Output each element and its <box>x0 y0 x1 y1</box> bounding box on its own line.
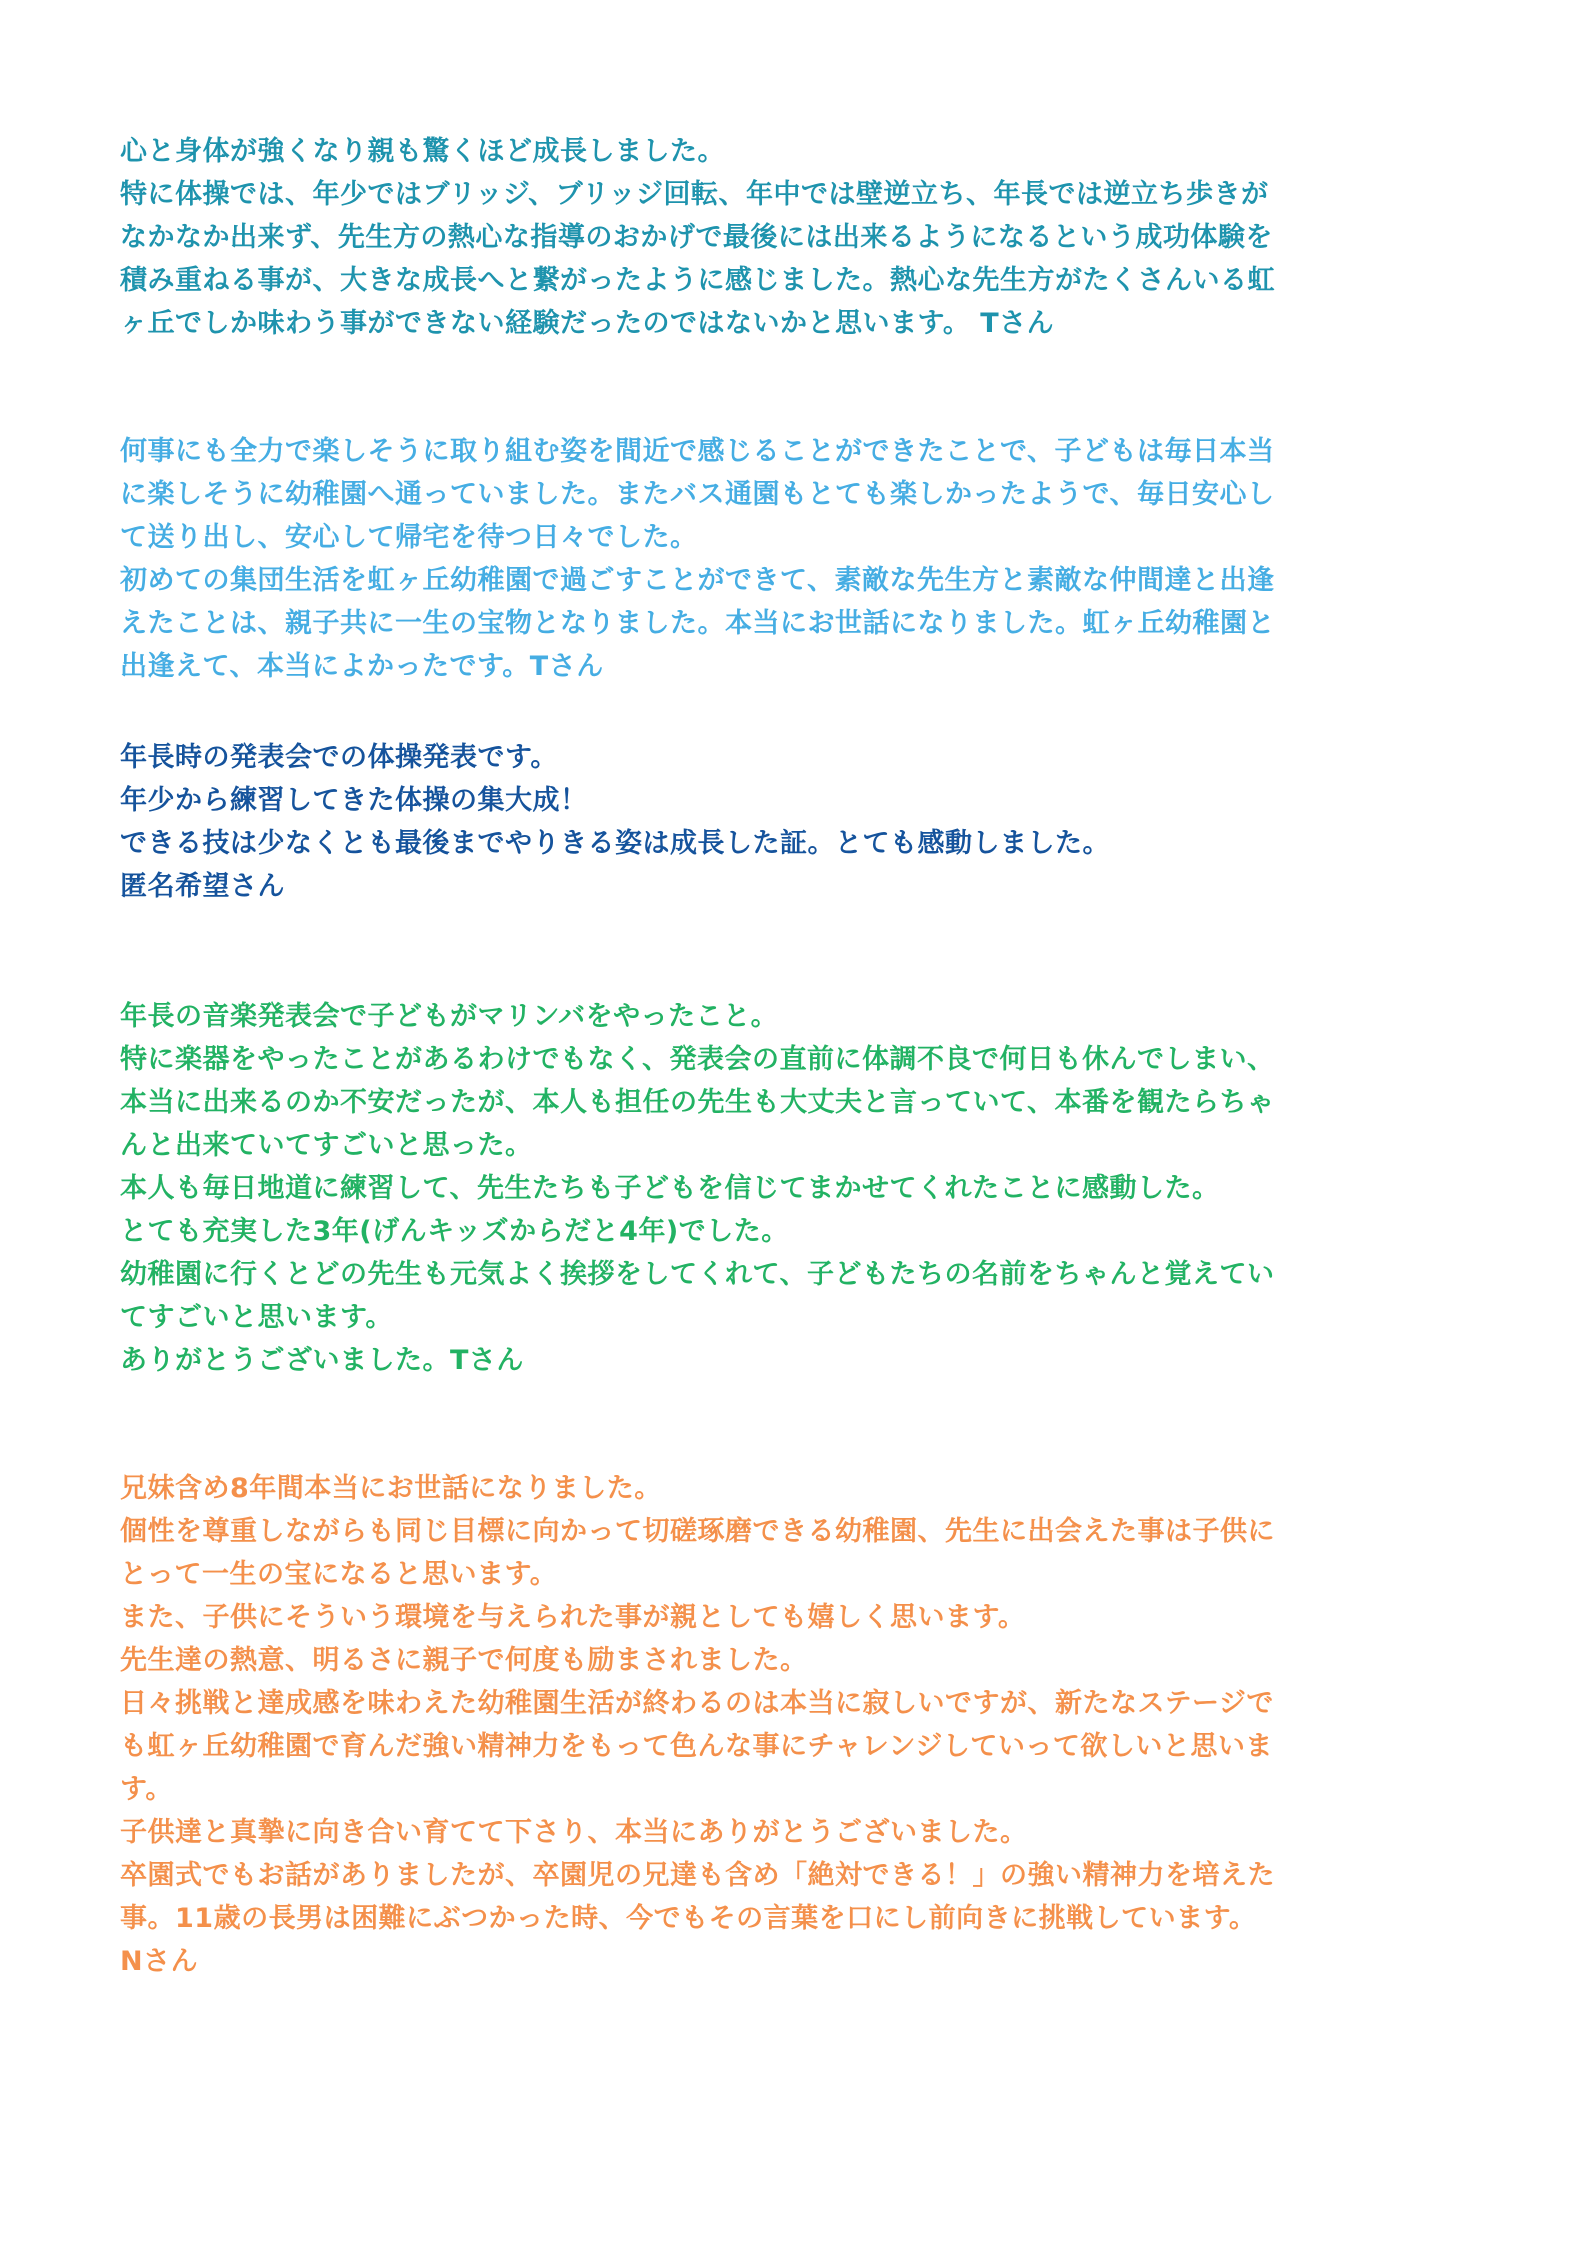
comment-line: 子供達と真摯に向き合い育てて下さり、本当にありがとうございました。 <box>120 1817 1028 1848</box>
comment-line: とって一生の宝になると思います。 <box>120 1559 558 1590</box>
comment-block-1 <box>120 130 1430 345</box>
comment-line: 年長の音楽発表会で子どもがマリンバをやったこと。 <box>120 1001 779 1032</box>
comment-line: なかなか出来ず、先生方の熱心な指導のおかげで最後には出来るようになるという成功体験を <box>120 222 1273 253</box>
comment-line: 匿名希望さん <box>120 871 285 902</box>
comment-line: す。 <box>120 1774 173 1805</box>
comment-line: 年少から練習してきた体操の集大成！ <box>120 785 588 816</box>
comment-block-2 <box>120 430 1430 688</box>
comment-line: ヶ丘でしか味わう事ができない経験だったのではないかと思います。 Tさん <box>120 308 1055 339</box>
comment-line: 何事にも全力で楽しそうに取り組む姿を間近で感じることができたことで、子どもは毎日本当 <box>120 436 1275 467</box>
comment-line: 幼稚園に行くとどの先生も元気よく挨拶をしてくれて、子どもたちの名前をちゃんと覚えてい <box>120 1259 1275 1290</box>
comment-line: 兄妹含め8年間本当にお世話になりました。 <box>120 1473 662 1504</box>
comment-line: えたことは、親子共に一生の宝物となりました。本当にお世話になりました。虹ヶ丘幼稚園と <box>120 608 1275 639</box>
comment-line: てすごいと思います。 <box>120 1302 393 1333</box>
comment-block-4 <box>120 995 1430 1382</box>
comment-line: できる技は少なくとも最後までやりきる姿は成長した証。とても感動しました。 <box>120 828 1110 859</box>
comment-line: 出逢えて、本当によかったです。Tさん <box>120 651 604 682</box>
comment-line: に楽しそうに幼稚園へ通っていました。またバス通園もとても楽しかったようで、毎日安心し <box>120 479 1275 510</box>
comment-line: 個性を尊重しながらも同じ目標に向かって切磋琢磨できる幼稚園、先生に出会えた事は子供に <box>120 1516 1275 1547</box>
comment-block-5 <box>120 1467 1430 1983</box>
comment-line: また、子供にそういう環境を与えられた事が親としても嬉しく思います。 <box>120 1602 1026 1633</box>
comment-line: とても充実した3年(げんキッズからだと4年)でした。 <box>120 1216 789 1247</box>
comment-block-3 <box>120 736 1430 908</box>
comment-line: 特に体操では、年少ではブリッジ、ブリッジ回転、年中では壁逆立ち、年長では逆立ち歩きが <box>120 179 1269 210</box>
comment-line: 特に楽器をやったことがあるわけでもなく、発表会の直前に体調不良で何日も休んでしまい、 <box>120 1044 1275 1075</box>
comment-line: 年長時の発表会での体操発表です。 <box>120 742 558 773</box>
comment-line: 心と身体が強くなり親も驚くほど成長しました。 <box>120 136 725 167</box>
comment-line: ありがとうございました。Tさん <box>120 1345 524 1376</box>
comment-line: 事。11歳の長男は困難にぶつかった時、今でもその言葉を口にし前向きに挑戦しています。 <box>120 1903 1257 1934</box>
comment-line: んと出来ていてすごいと思った。 <box>120 1130 533 1161</box>
comment-line: 卒園式でもお話がありましたが、卒園児の兄達も含め「絶対できる！」の強い精神力を培えた <box>120 1860 1275 1891</box>
comment-line: 日々挑戦と達成感を味わえた幼稚園生活が終わるのは本当に寂しいですが、新たなステージで <box>120 1688 1274 1719</box>
comment-line: Nさん <box>120 1946 199 1977</box>
comment-line: 本人も毎日地道に練習して、先生たちも子どもを信じてまかせてくれたことに感動した。 <box>120 1173 1220 1204</box>
comment-line: 初めての集団生活を虹ヶ丘幼稚園で過ごすことができて、素敵な先生方と素敵な仲間達と出逢 <box>120 565 1275 596</box>
comment-line: 積み重ねる事が、大きな成長へと繋がったように感じました。熱心な先生方がたくさんいる虹 <box>120 265 1275 296</box>
comment-line: も虹ヶ丘幼稚園で育んだ強い精神力をもって色んな事にチャレンジしていって欲しいと思いま <box>120 1731 1273 1762</box>
comment-line: て送り出し、安心して帰宅を待つ日々でした。 <box>120 522 698 553</box>
comment-line: 本当に出来るのか不安だったが、本人も担任の先生も大丈夫と言っていて、本番を観たらちゃ <box>120 1087 1275 1118</box>
comment-line: 先生達の熱意、明るさに親子で何度も励まされました。 <box>120 1645 808 1676</box>
